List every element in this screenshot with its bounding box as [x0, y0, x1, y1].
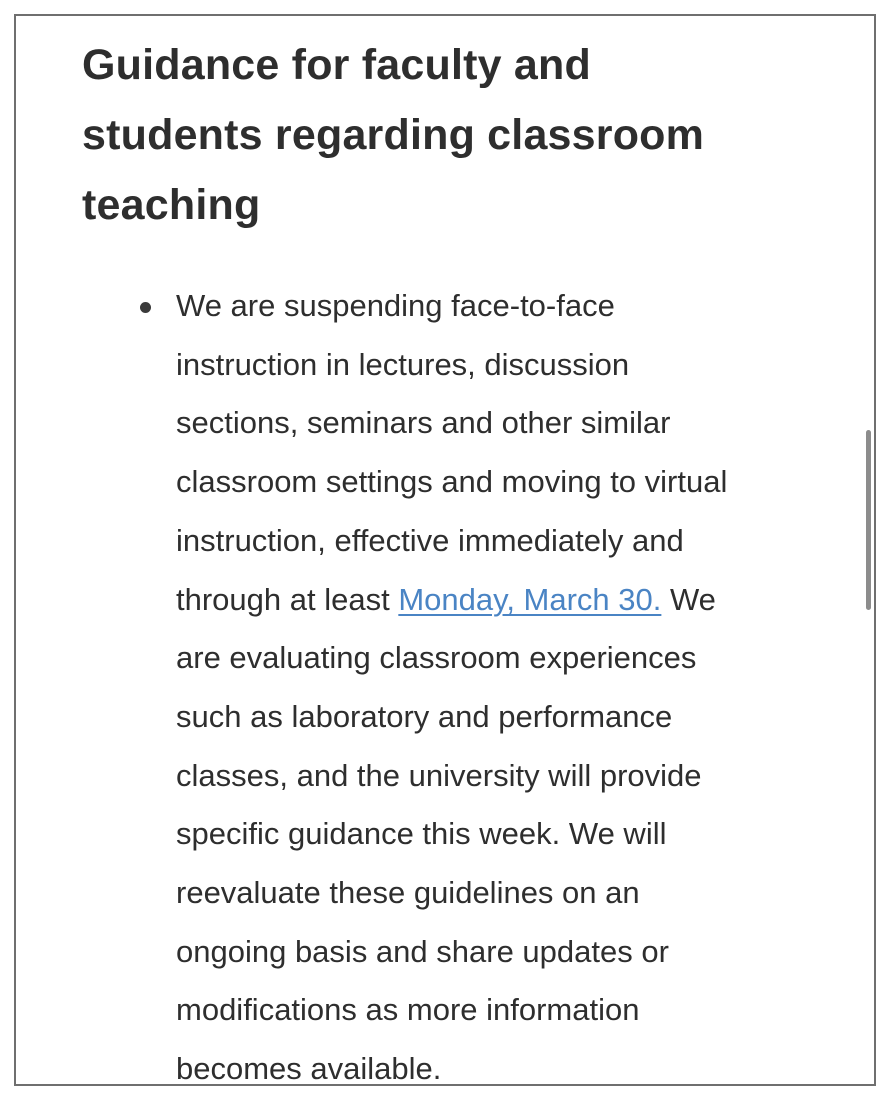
text-line: specific guidance this week. We will [176, 816, 667, 852]
page-title [82, 30, 842, 240]
page-title-line-3: teaching [82, 181, 261, 229]
text-line: sections, seminars and other similar [176, 405, 671, 441]
text-line: are evaluating classroom experiences [176, 640, 697, 676]
text-line: such as laboratory and performance [176, 698, 673, 734]
page-title-line-1: Guidance for faculty and [82, 41, 591, 89]
bullet-icon [140, 302, 151, 313]
text-line: modifications as more information [176, 992, 640, 1028]
text-line: ongoing basis and share updates or [176, 933, 669, 969]
text-line: instruction in lectures, discussion [176, 346, 630, 382]
text-line: reevaluate these guidelines on an [176, 875, 640, 911]
content-frame [14, 14, 876, 1086]
text-line: classroom settings and moving to virtual [176, 464, 728, 500]
page-title-line-2: students regarding classroom [82, 111, 705, 159]
text-before-link: through at least [176, 581, 399, 617]
text-line: instruction, effective immediately and [176, 522, 684, 558]
text-line: We are suspending face-to-face [176, 288, 615, 323]
article-content [82, 30, 842, 1086]
text-line: classes, and the university will provide [176, 757, 702, 793]
scrollbar-thumb[interactable] [866, 430, 871, 610]
text-line: becomes available. [176, 1051, 442, 1086]
guidance-list [82, 277, 842, 1086]
text-after-link: We [661, 581, 716, 617]
date-link[interactable]: Monday, March 30. [398, 581, 662, 617]
list-item [82, 277, 816, 1086]
